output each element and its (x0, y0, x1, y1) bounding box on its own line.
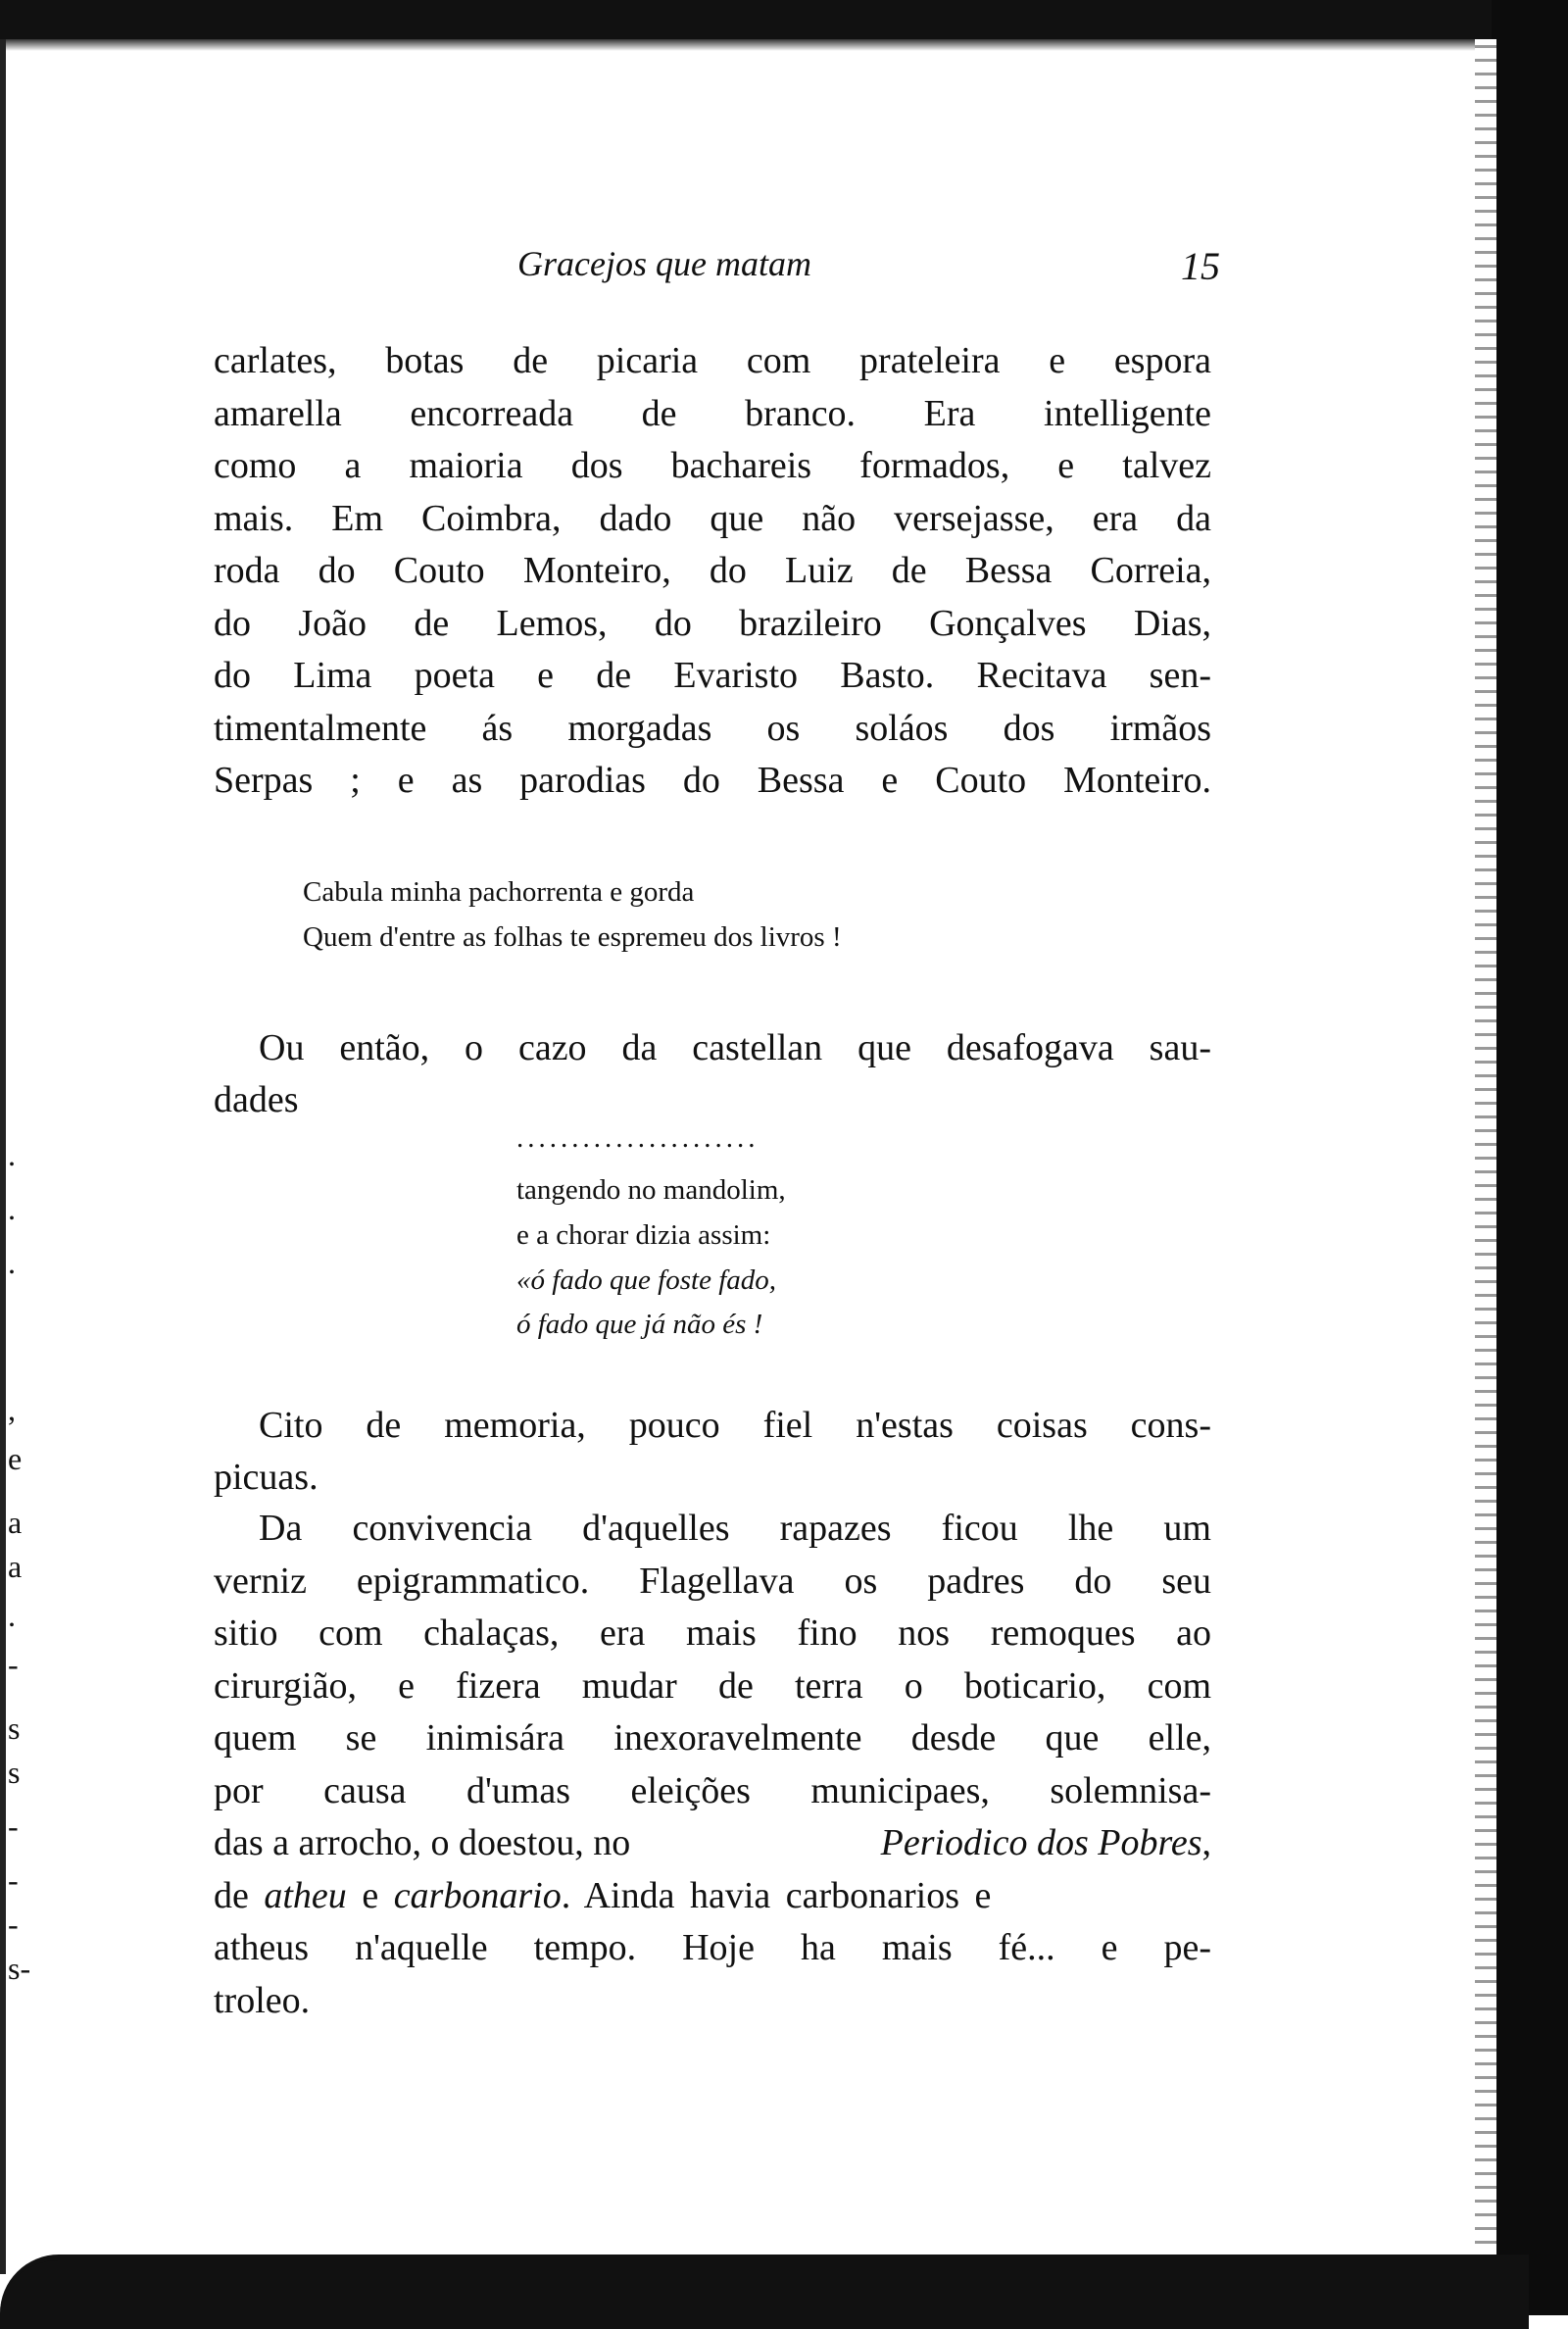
edge-fragment: . (8, 1137, 16, 1172)
text-run: de (214, 1875, 265, 1916)
text-line: troleo. (214, 1980, 311, 2021)
text-line: Cito de memoria, pouco fiel n'estas coisas cons- (259, 1405, 1211, 1446)
text-line: por causa d'umas eleições municipaes, solemnisa- (214, 1770, 1211, 1811)
edge-fragment: - (8, 1907, 19, 1942)
text-run: das a arrocho, o doestou, no (214, 1822, 640, 1863)
emphasis: carbonario (393, 1875, 562, 1916)
text-line: Serpas ; e as parodias do Bessa e Couto Monteiro. (214, 760, 1211, 801)
edge-fragment: a (8, 1549, 23, 1584)
text-line: picuas. (214, 1457, 318, 1498)
scan-right-edge (1492, 0, 1568, 2315)
text-line: cirurgião, e fizera mudar de terra o boticario, com (214, 1665, 1211, 1707)
edge-fragment: . (8, 1191, 16, 1226)
text-run: . Ainda havia carbonarios e (561, 1875, 992, 1916)
text-line: timentalmente ás morgadas os soláos dos irmãos (214, 708, 1211, 749)
page-number: 15 (1181, 244, 1220, 288)
page-right-edge (1475, 39, 1496, 2284)
scan-top-shadow (0, 39, 1509, 51)
text-line (214, 1873, 1211, 1918)
periodical-title: Periodico dos Pobres (880, 1822, 1202, 1863)
edge-fragment: - (8, 1647, 19, 1682)
verse-line: Quem d'entre as folhas te espremeu dos livros ! (303, 921, 842, 953)
edge-fragment: . (8, 1598, 16, 1633)
text-line: atheus n'aquelle tempo. Hoje ha mais fé... e pe- (214, 1927, 1211, 1968)
verse-line-italic: ó fado que já não és ! (516, 1309, 763, 1340)
text-line: Da convivencia d'aquelles rapazes ficou lhe um (259, 1508, 1211, 1549)
edge-fragment: s (8, 1755, 21, 1790)
edge-fragment: , (8, 1392, 16, 1427)
text-line: quem se inimisára inexoravelmente desde que elle, (214, 1717, 1211, 1759)
edge-fragment: e (8, 1441, 23, 1476)
edge-fragment: s- (8, 1951, 31, 1986)
text-line: amarella encorreada de branco. Era intelligente (214, 393, 1211, 434)
text-line (214, 1820, 1211, 1865)
text-line: verniz epigrammatico. Flagellava os padres do seu (214, 1561, 1211, 1602)
edge-fragment: - (8, 1862, 19, 1898)
text-line: roda do Couto Monteiro, do Luiz de Bessa Correia, (214, 550, 1211, 591)
text-run: , (1201, 1822, 1211, 1863)
text-run: e (346, 1875, 394, 1916)
edge-fragment: a (8, 1505, 23, 1540)
scan-bottom-edge (0, 2255, 1529, 2329)
verse-ellipsis: ...................... (516, 1122, 760, 1154)
running-title: Gracejos que matam (517, 244, 811, 283)
scan-top-edge (0, 0, 1568, 39)
text-line: sitio com chalaças, era mais fino nos remoques ao (214, 1612, 1211, 1654)
text-line: mais. Em Coimbra, dado que não versejasse, era da (214, 498, 1211, 539)
scan-left-edge (0, 39, 6, 2274)
text-line: Ou então, o cazo da castellan que desafogava sau- (259, 1027, 1211, 1068)
text-line: carlates, botas de picaria com prateleira e espora (214, 340, 1211, 381)
verse-line: e a chorar dizia assim: (516, 1219, 771, 1251)
edge-fragment: - (8, 1809, 19, 1844)
text-line: do João de Lemos, do brazileiro Gonçalves Dias, (214, 603, 1211, 644)
verse-line: tangendo no mandolim, (516, 1174, 786, 1206)
emphasis: atheu (264, 1875, 347, 1916)
verse-line-italic: «ó fado que foste fado, (516, 1264, 777, 1296)
edge-fragment: . (8, 1245, 16, 1280)
verse-line: Cabula minha pachorrenta e gorda (303, 876, 695, 908)
text-line: do Lima poeta e de Evaristo Basto. Recitava sen- (214, 655, 1211, 696)
text-line: como a maioria dos bachareis formados, e talvez (214, 445, 1211, 486)
text-line: dades (214, 1079, 299, 1120)
edge-fragment: s (8, 1710, 21, 1746)
